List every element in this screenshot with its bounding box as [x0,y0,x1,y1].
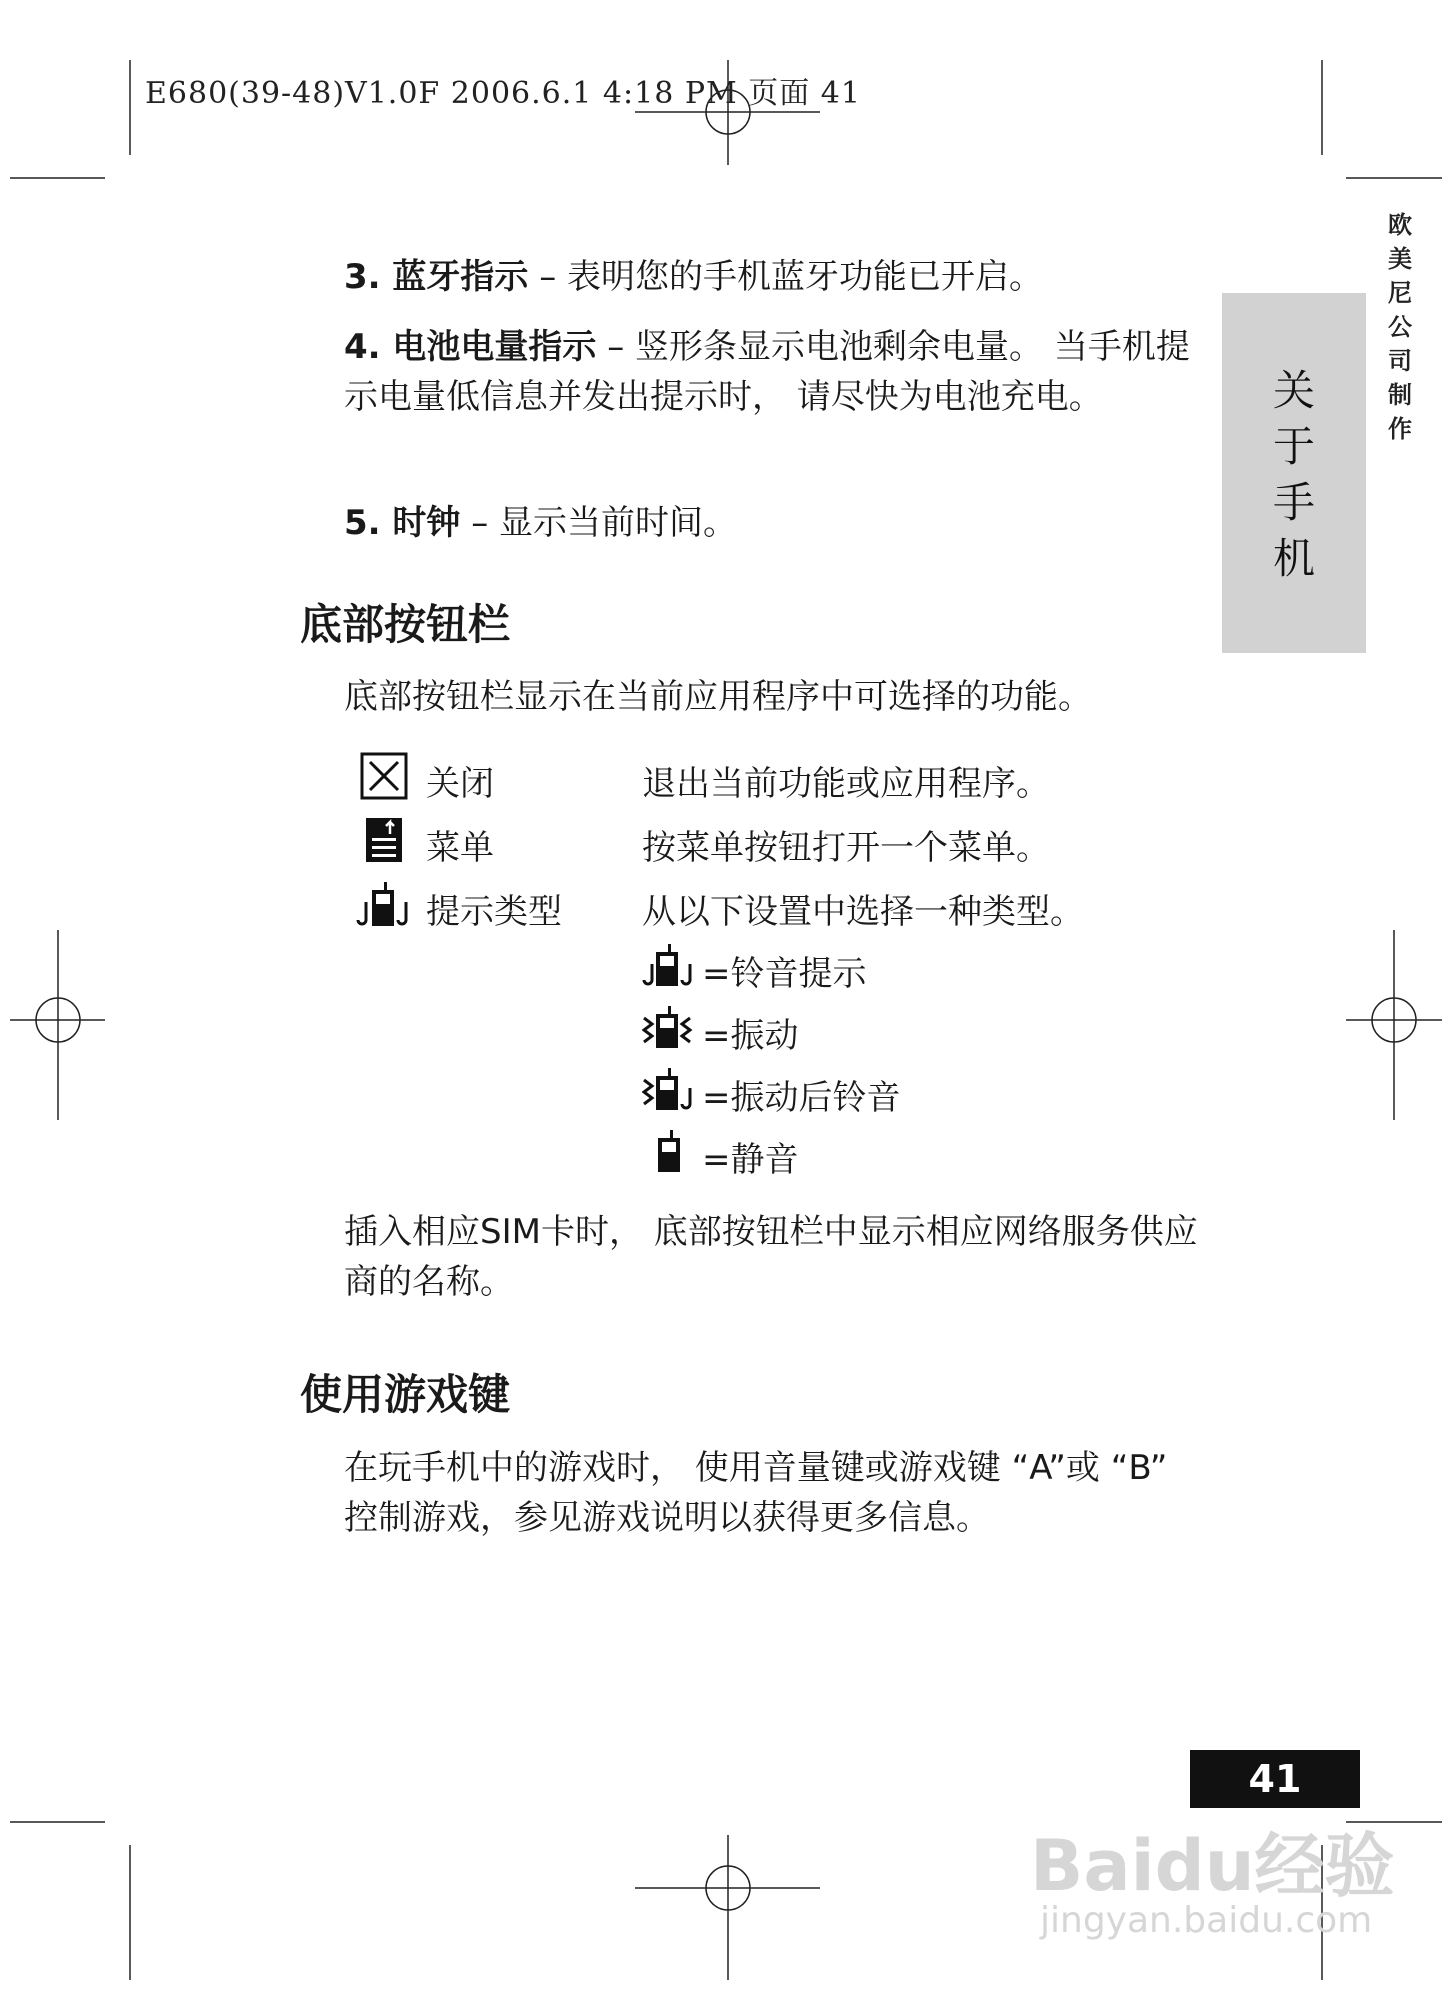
silent-icon [642,1130,700,1174]
button-label: 提示类型 [426,892,562,932]
list-item [344,498,1204,548]
chapter-tab-char: 于 [1272,422,1315,471]
alert-type-icon [356,880,420,928]
watermark-url: jingyan.baidu.com [1040,1900,1373,1941]
button-desc: 从以下设置中选择一种类型。 [642,892,1084,932]
list-item [344,252,1204,302]
button-desc: 退出当前功能或应用程序。 [642,764,1050,804]
alert-type-text: =铃音提示 [702,954,867,994]
chapter-tab-char: 关 [1272,366,1315,415]
section-intro: 底部按钮栏显示在当前应用程序中可选择的功能。 [344,677,1092,717]
vibrate-icon [642,1006,700,1050]
alert-type-text: =静音 [702,1140,799,1180]
section-heading: 使用游戏键 [300,1370,511,1419]
button-row-alert-type [356,876,1216,932]
menu-icon [356,816,420,864]
button-row-close [356,748,1216,804]
item-term: 4. 电池电量指示 [344,327,597,367]
item-desc: – 显示当前时间。 [460,503,738,543]
print-header: E680(39-48)V1.0F 2006.6.1 4:18 PM 页面 41 [145,76,861,111]
button-row-menu [356,812,1216,868]
section-heading: 底部按钮栏 [300,600,511,649]
close-icon [356,752,420,800]
item-desc: – 竖形条显示电池剩余电量。 当手机提示电量低信息并发出提示时， 请尽快为电池充电。 [344,327,1190,417]
chapter-tab [1222,293,1366,653]
sim-note: 插入相应SIM卡时， 底部按钮栏中显示相应网络服务供应商的名称。 [344,1212,1198,1302]
game-keys-body: 在玩手机中的游戏时， 使用音量键或游戏键 “A”或 “B” 控制游戏，参见游戏说明以获得更多信息。 [344,1448,1168,1538]
alert-type-text: =振动后铃音 [702,1078,901,1118]
watermark-brand: Baidu经验 [1030,1825,1395,1907]
chapter-tab-char: 手 [1272,478,1315,527]
item-term: 3. 蓝牙指示 [344,257,529,297]
vibrate-then-ring-icon [642,1068,700,1112]
ring-icon [642,944,700,988]
button-label: 关闭 [426,764,494,804]
item-term: 5. 时钟 [344,503,461,543]
page-number: 41 [1190,1750,1360,1808]
button-desc: 按菜单按钮打开一个菜单。 [642,828,1050,868]
item-desc: – 表明您的手机蓝牙功能已开启。 [528,257,1044,297]
list-item [344,322,1204,422]
button-label: 菜单 [426,828,494,868]
chapter-tab-title [1222,363,1366,587]
chapter-tab-char: 机 [1272,534,1315,583]
alert-type-text: =振动 [702,1016,799,1056]
side-brand-text: 欧美尼公司制作 [1388,211,1412,443]
